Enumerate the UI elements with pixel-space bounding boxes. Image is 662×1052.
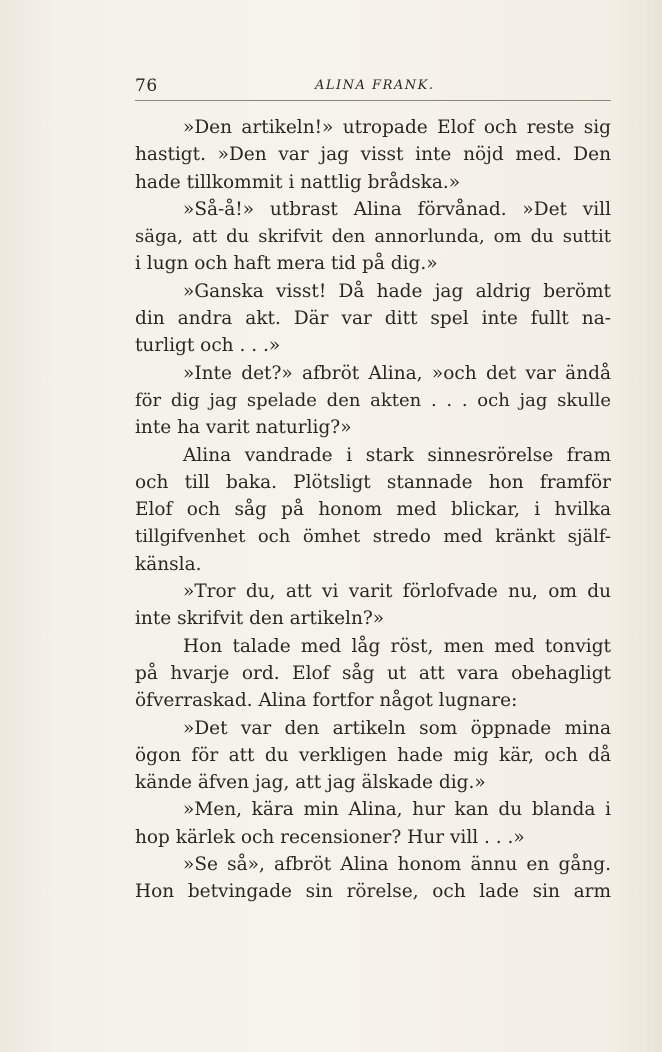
text-line: Alina vandrade i stark sinnesrörelse fram: [183, 444, 611, 466]
text-line: Hon talade med låg röst, men med tonvigt: [183, 635, 611, 657]
running-title: ALINA FRANK.: [315, 78, 435, 93]
page-header: [135, 76, 611, 102]
text-line: hastigt. »Den var jag visst inte nöjd med. Den: [135, 144, 611, 166]
text-line: »Tror du, att vi varit förlofvade nu, om du: [183, 581, 611, 603]
text-line: på hvarje ord. Elof såg ut att vara obehagligt: [135, 662, 611, 684]
text-line: Elof och såg på honom med blickar, i hvilka: [135, 499, 611, 521]
text-line: för dig jag spelade den akten . . . och jag skulle: [135, 389, 611, 411]
text-line: »Så-å!» utbrast Alina förvånad. »Det vill: [183, 198, 611, 220]
body-text: [135, 114, 611, 906]
header-rule: [135, 100, 611, 101]
text-line: inte skrifvit den artikeln?»: [135, 608, 385, 630]
text-line: i lugn och haft mera tid på dig.»: [135, 253, 438, 275]
text-line: »Inte det?» afbröt Alina, »och det var ändå: [183, 362, 611, 384]
text-line: tillgifvenhet och ömhet stredo med kränkt själf-: [135, 526, 611, 548]
text-line: Hon betvingade sin rörelse, och lade sin arm: [135, 881, 611, 903]
text-line: turligt och . . .»: [135, 335, 281, 357]
text-line: öfverraskad. Alina fortfor något lugnare:: [135, 690, 518, 712]
page-number: 76: [135, 76, 158, 96]
text-line: hop kärlek och recensioner? Hur vill . . .»: [135, 826, 525, 848]
text-line: känsla.: [135, 553, 202, 575]
text-line: inte ha varit naturlig?»: [135, 417, 352, 439]
text-line: hade tillkommit i nattlig brådska.»: [135, 171, 461, 193]
text-line: »Den artikeln!» utropade Elof och reste sig: [183, 117, 611, 138]
text-line: »Ganska visst! Då hade jag aldrig berömt: [183, 280, 611, 302]
text-line: kände äfven jag, att jag älskade dig.»: [135, 772, 486, 794]
text-line: »Se så», afbröt Alina honom ännu en gång.: [183, 854, 611, 876]
text-line: ögon för att du verkligen hade mig kär, och då: [135, 744, 611, 766]
text-line: och till baka. Plötsligt stannade hon framför: [135, 471, 611, 493]
text-line: säga, att du skrifvit den annorlunda, om du suttit: [135, 226, 611, 248]
text-line: »Men, kära min Alina, hur kan du blanda i: [183, 799, 611, 821]
text-line: din andra akt. Där var ditt spel inte fullt na-: [135, 308, 611, 330]
text-line: »Det var den artikeln som öppnade mina: [183, 717, 611, 739]
